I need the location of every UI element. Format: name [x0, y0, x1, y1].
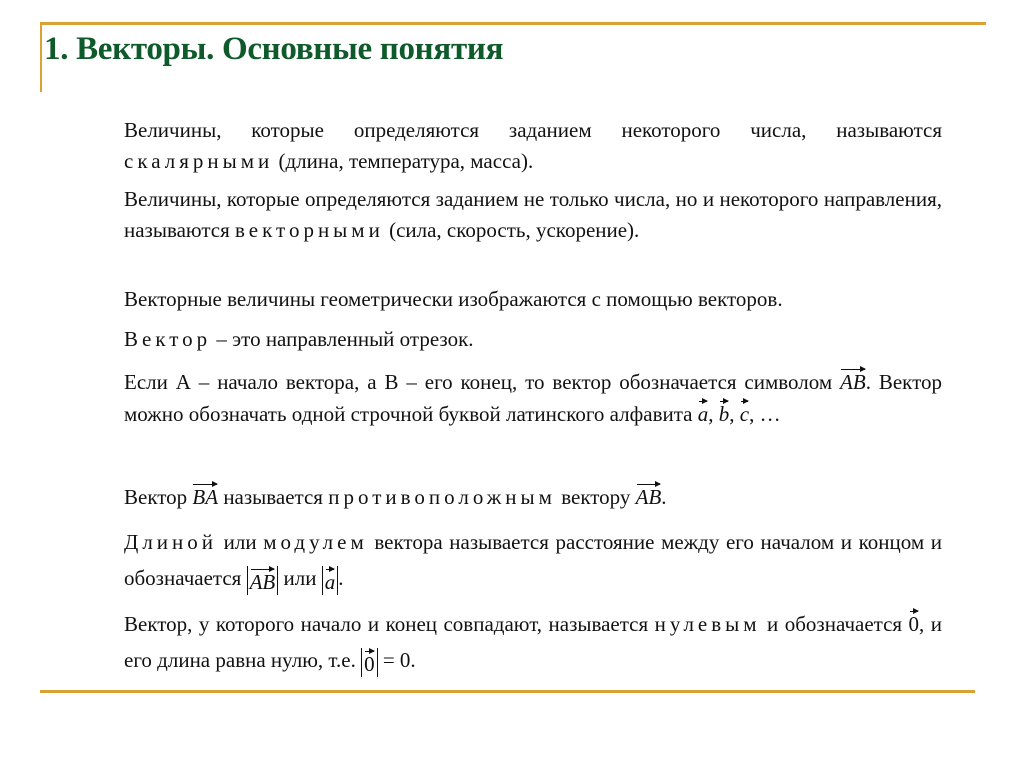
term-modulus: модулем [263, 530, 368, 554]
text: или [217, 530, 264, 554]
abs-a [322, 566, 339, 595]
vector-c: c [740, 398, 749, 424]
text: , [708, 402, 719, 426]
term-opposite: противоположным [328, 485, 556, 509]
text: – это направленный отрезок. [211, 327, 474, 351]
term-vector-def: Вектор [124, 327, 212, 351]
vector-AB: AB [840, 366, 866, 392]
text: вектору [555, 485, 636, 509]
paragraph-zero-vector [124, 606, 942, 678]
text: называется [218, 485, 329, 509]
text: , … [749, 402, 781, 426]
text: . Вектор можно обозначать одной строчной буквой латинского алфавита [124, 370, 942, 426]
text: . [661, 485, 667, 509]
paragraph-scalar [124, 115, 942, 177]
term-scalar: скалярными [124, 149, 274, 173]
vector-BA: BA [192, 481, 218, 507]
text: Величины, которые определяются заданием не только числа, но и некоторого направления, называются [124, 187, 942, 242]
text: Вектор [124, 485, 193, 509]
paragraph-length [124, 524, 942, 596]
text: , [729, 402, 740, 426]
vector-AB: AB [636, 481, 662, 507]
paragraph-vector-definition [124, 324, 942, 355]
top-rule [40, 22, 986, 25]
text: = 0. [377, 648, 416, 672]
term-length: Длиной [124, 530, 218, 554]
paragraph-notation [124, 366, 942, 430]
text: Если А – начало вектора, а В – его конец, то вектор обозначается символом [124, 370, 841, 394]
vector-a: a [325, 566, 336, 592]
paragraph-opposite [124, 481, 942, 513]
text: и обозначается [760, 612, 909, 636]
text: Величины, которые определяются заданием некоторого числа, называются [124, 118, 942, 142]
paragraph-vector-quantities [124, 184, 942, 246]
vector-AB: AB [250, 566, 276, 592]
text: (длина, температура, масса). [273, 149, 534, 173]
text: . [338, 566, 344, 590]
slide-title: 1. Векторы. Основные понятия [44, 31, 504, 67]
text: вектора называется расстояние между его началом и концом и обозначается [124, 530, 942, 590]
text: Вектор, у которого начало и конец совпадают, называется [124, 612, 655, 636]
term-vector: векторными [235, 218, 384, 242]
bottom-rule [40, 690, 975, 693]
abs-AB [247, 566, 279, 595]
text: , и его длина равна нулю, т.е. [124, 612, 942, 672]
vector-a: a [698, 398, 709, 424]
vector-zero: 0 [364, 648, 375, 674]
abs-zero [361, 648, 378, 677]
text: или [278, 566, 322, 590]
text: (сила, скорость, ускорение). [383, 218, 640, 242]
vector-b: b [719, 398, 730, 424]
term-zero: нулевым [654, 612, 761, 636]
vector-zero: 0 [909, 608, 920, 634]
paragraph-geometric: Векторные величины геометрически изображаются с помощью векторов. [124, 287, 783, 311]
left-rule [40, 22, 42, 92]
